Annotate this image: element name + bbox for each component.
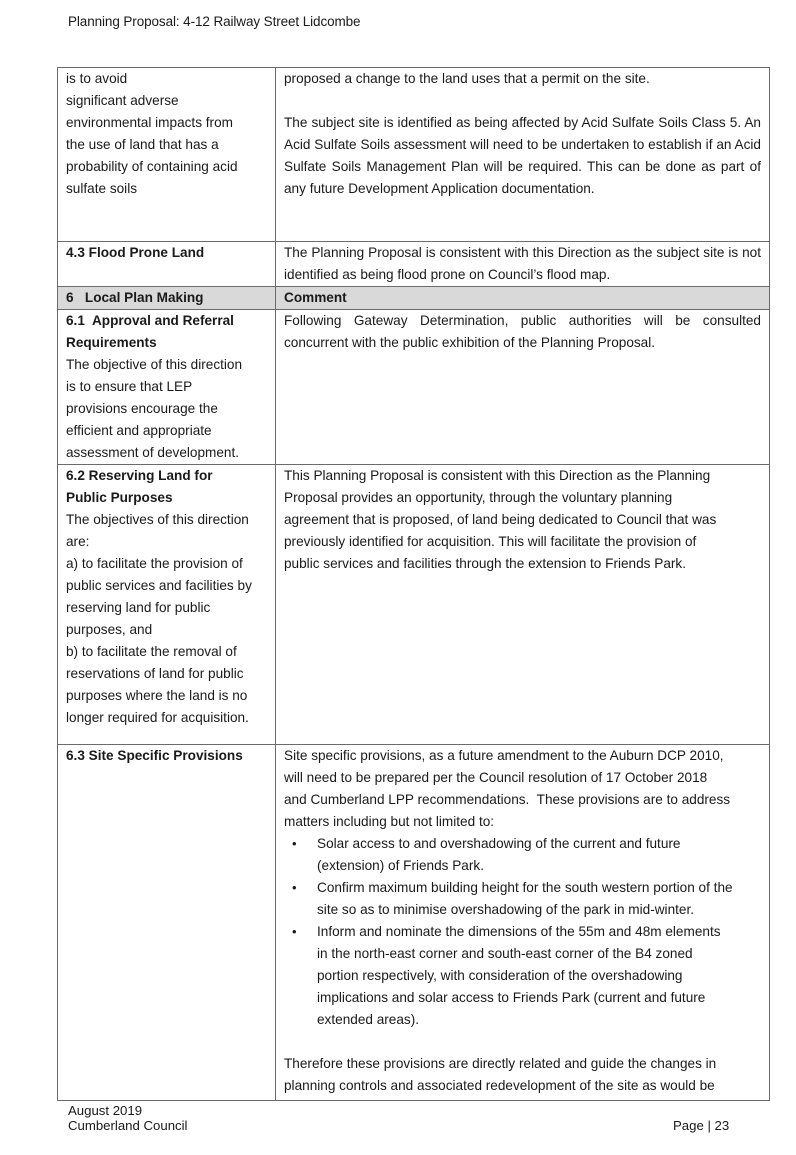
direction-title: 6.2 Reserving Land for: [66, 468, 213, 483]
direction-text-line: assessment of development.: [66, 445, 240, 460]
bullet-text-line: Solar access to and overshadowing of the current and future: [317, 836, 681, 851]
bullet-text-line: extended areas).: [317, 1012, 420, 1027]
list-item: [284, 833, 761, 877]
comment-text: proposed a change to the land uses that a permit on the site.: [284, 71, 650, 86]
direction-text-line: purposes where the land is no: [66, 688, 248, 703]
comment-text-line: Proposal provides an opportunity, through the voluntary planning: [284, 490, 673, 505]
direction-text-line: the use of land that has a: [66, 137, 219, 152]
list-item: [284, 921, 761, 1031]
direction-title: 6.1 Approval and Referral: [66, 313, 234, 328]
comment-text-line: will need to be prepared per the Council resolution of 17 October 2018: [284, 770, 708, 785]
direction-text-line: a) to facilitate the provision of: [66, 556, 243, 571]
bullet-text-line: Inform and nominate the dimensions of the 55m and 48m elements: [317, 924, 721, 939]
direction-text-line: The objective of this direction: [66, 357, 243, 372]
comment-text: The subject site is identified as being affected by Acid Sulfate Soils Class 5. An Acid Sulfate Soils assessment will need to be undertaken to establish if an Acid Sulfate Soils Management Plan will be required. This can be done as part of any future Development Application documentation.: [284, 115, 761, 196]
comment-text-line: agreement that is proposed, of land being dedicated to Council that was: [284, 512, 717, 527]
direction-text-line: are:: [66, 534, 90, 549]
list-item: [284, 877, 761, 921]
comment-text-line: public services and facilities through the extension to Friends Park.: [284, 556, 686, 571]
section-title: 6 Local Plan Making: [58, 287, 276, 310]
page-header-title: Planning Proposal: 4-12 Railway Street Lidcombe: [68, 14, 361, 29]
page-number: Page | 23: [673, 1118, 730, 1133]
bullet-icon: •: [292, 880, 297, 895]
direction-title: 6.3 Site Specific Provisions: [58, 745, 276, 1101]
direction-text-line: purposes, and: [66, 622, 153, 637]
comment-text-line: Site specific provisions, as a future amendment to the Auburn DCP 2010,: [284, 748, 724, 763]
direction-text-line: efficient and appropriate: [66, 423, 212, 438]
comment-text-line: planning controls and associated redevelopment of the site as would be: [284, 1078, 715, 1093]
footer-organisation: Cumberland Council: [68, 1118, 188, 1133]
bullet-text-line: in the north-east corner and south-east corner of the B4 zoned: [317, 946, 693, 961]
table-row: [58, 310, 770, 465]
bullet-text-line: Confirm maximum building height for the south western portion of the: [317, 880, 733, 895]
direction-text-line: The objectives of this direction: [66, 512, 249, 527]
direction-text-line: is to ensure that LEP: [66, 379, 193, 394]
bullet-text-line: site so as to minimise overshadowing of the park in mid-winter.: [317, 902, 695, 917]
direction-text-line: provisions encourage the: [66, 401, 218, 416]
comment-text: Following Gateway Determination, public authorities will be consulted concurrent with the public exhibition of the Planning Proposal.: [276, 310, 770, 465]
table-row: [58, 68, 770, 242]
bullet-text-line: (extension) of Friends Park.: [317, 858, 484, 873]
comment-text-line: This Planning Proposal is consistent with this Direction as the Planning: [284, 468, 711, 483]
direction-text-line: significant adverse: [66, 93, 179, 108]
bullet-icon: •: [292, 836, 297, 851]
direction-text-line: sulfate soils: [66, 181, 138, 196]
direction-text-line: probability of containing acid: [66, 159, 238, 174]
bullet-icon: •: [292, 924, 297, 939]
direction-title: 4.3 Flood Prone Land: [58, 242, 276, 287]
table-row: [58, 745, 770, 1101]
section-comment-heading: Comment: [276, 287, 770, 310]
footer-date: August 2019: [68, 1103, 143, 1118]
table-row: [58, 465, 770, 745]
comment-text-line: Therefore these provisions are directly related and guide the changes in: [284, 1056, 717, 1071]
comment-cell: [276, 68, 770, 242]
provisions-bullet-list: [284, 833, 761, 1031]
direction-cell: [58, 310, 276, 465]
page-footer-left: [68, 1103, 187, 1133]
comment-text-line: matters including but not limited to:: [284, 814, 495, 829]
direction-text-line: reservations of land for public: [66, 666, 244, 681]
planning-direction-table: [57, 67, 770, 1101]
direction-text-line: reserving land for public: [66, 600, 211, 615]
direction-title: Requirements: [66, 335, 157, 350]
table-row: [58, 242, 770, 287]
comment-text: The Planning Proposal is consistent with this Direction as the subject site is not identified as being flood prone on Council’s flood map.: [276, 242, 770, 287]
direction-cell: [58, 465, 276, 745]
direction-cell: [58, 68, 276, 242]
direction-text-line: public services and facilities by: [66, 578, 252, 593]
bullet-text-line: portion respectively, with consideration of the overshadowing: [317, 968, 683, 983]
comment-text-line: and Cumberland LPP recommendations. These provisions are to address: [284, 792, 731, 807]
comment-text-line: previously identified for acquisition. This will facilitate the provision of: [284, 534, 697, 549]
bullet-text-line: implications and solar access to Friends Park (current and future: [317, 990, 706, 1005]
comment-cell: [276, 465, 770, 745]
section-header-row: [58, 287, 770, 310]
direction-text-line: b) to facilitate the removal of: [66, 644, 237, 659]
direction-text-line: environmental impacts from: [66, 115, 233, 130]
direction-text-line: longer required for acquisition.: [66, 710, 249, 725]
comment-cell: [276, 745, 770, 1101]
direction-text-line: is to avoid: [66, 71, 128, 86]
direction-title: Public Purposes: [66, 490, 173, 505]
